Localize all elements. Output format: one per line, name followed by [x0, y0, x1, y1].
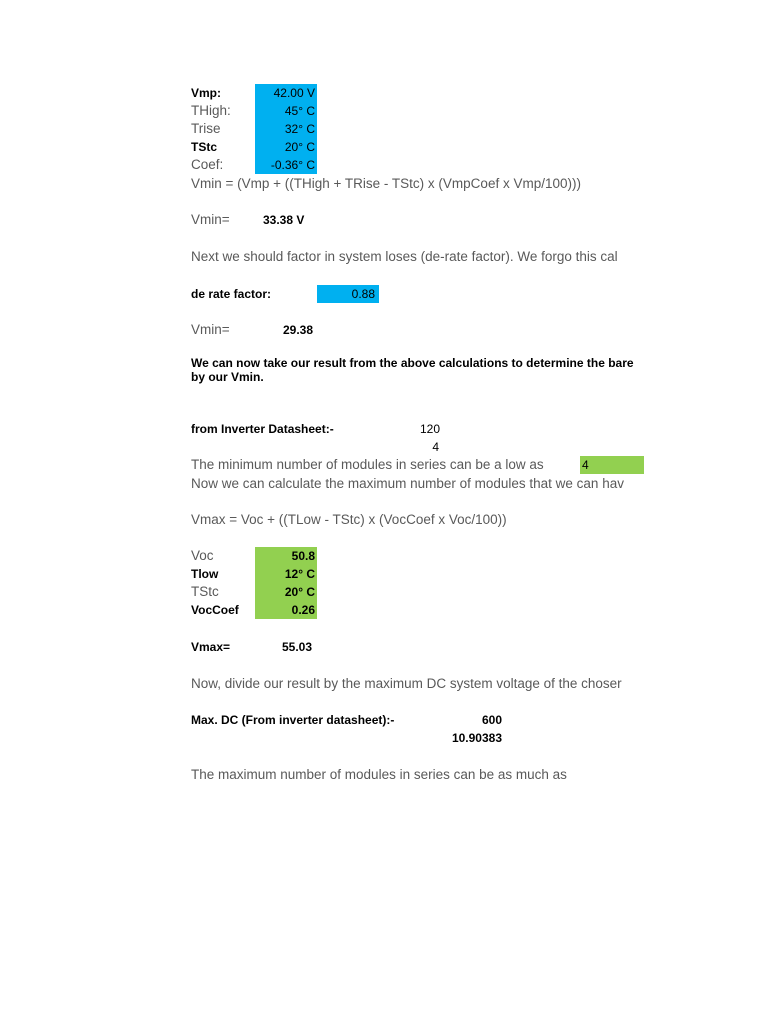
min-modules-text: The minimum number of modules in series can be a low as: [191, 457, 544, 472]
voc-value-cell[interactable]: 50.8: [255, 547, 317, 565]
trise-label: Trise: [191, 121, 221, 136]
vmin-derated-value[interactable]: 29.38: [283, 323, 314, 337]
vmax-result-label: Vmax=: [191, 640, 231, 654]
vmin-derated-label: Vmin=: [191, 322, 230, 337]
inverter-value[interactable]: 120: [419, 422, 440, 436]
thigh-label: THigh:: [191, 103, 231, 118]
inverter-result[interactable]: 4: [432, 440, 439, 454]
derate-value-cell[interactable]: 0.88: [317, 285, 379, 303]
max-note: Now we can calculate the maximum number of modules that we can hav: [191, 476, 624, 491]
vmin-formula: Vmin = (Vmp + ((THigh + TRise - TStc) x (VmpCoef x Vmp/100))): [191, 176, 581, 191]
derate-note: Next we should factor in system loses (de-rate factor). We forgo this cal: [191, 249, 618, 264]
tlow-value-cell[interactable]: 12° C: [255, 565, 317, 583]
vmax-formula: Vmax = Voc + ((TLow - TStc) x (VocCoef x Voc/100)): [191, 512, 507, 527]
bare-note-line2: by our Vmin.: [191, 370, 264, 384]
thigh-value-cell[interactable]: 45° C: [255, 102, 317, 120]
max-modules-text: The maximum number of modules in series can be as much as: [191, 767, 567, 782]
coef-label: Coef:: [191, 157, 224, 172]
tstc-value-cell[interactable]: 20° C: [255, 138, 317, 156]
vmp-label: Vmp:: [191, 86, 221, 100]
voc-label: Voc: [191, 548, 214, 563]
vmax-result-value[interactable]: 55.03: [282, 640, 313, 654]
voccoef-value-cell[interactable]: 0.26: [255, 601, 317, 619]
max-dc-value[interactable]: 600: [481, 713, 502, 727]
max-dc-result[interactable]: 10.90383: [451, 731, 502, 745]
trise-value-cell[interactable]: 32° C: [255, 120, 317, 138]
tstc2-label: TStc: [191, 584, 219, 599]
tlow-label: Tlow: [191, 567, 219, 581]
min-modules-value-cell[interactable]: 4: [580, 456, 644, 474]
vmin-result-value[interactable]: 33.38 V: [263, 213, 305, 227]
max-dc-label: Max. DC (From inverter datasheet):-: [191, 713, 395, 727]
bare-note-line1: We can now take our result from the above calculations to determine the bare: [191, 356, 634, 370]
derate-label: de rate factor:: [191, 287, 272, 301]
coef-value-cell[interactable]: -0.36° C: [255, 156, 317, 174]
tstc-label: TStc: [191, 140, 218, 154]
voccoef-label: VocCoef: [191, 603, 239, 617]
inverter-label: from Inverter Datasheet:-: [191, 422, 334, 436]
tstc2-value-cell[interactable]: 20° C: [255, 583, 317, 601]
vmin-result-label: Vmin=: [191, 212, 230, 227]
vmp-value-cell[interactable]: 42.00 V: [255, 84, 317, 102]
divide-note: Now, divide our result by the maximum DC system voltage of the choser: [191, 676, 622, 691]
